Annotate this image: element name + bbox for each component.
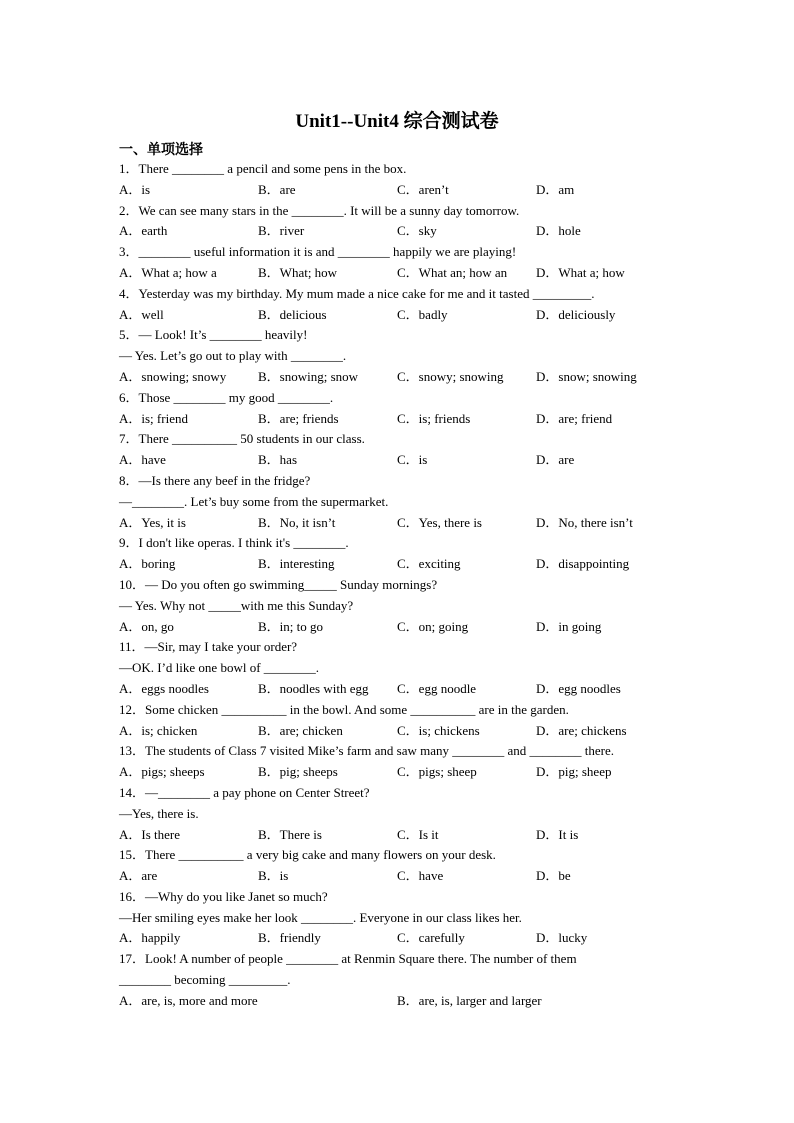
answer-option: C．on; going	[397, 618, 469, 634]
answer-option: A．on, go	[119, 618, 174, 634]
answer-option: A．snowing; snowy	[119, 368, 227, 384]
question-line: 11．—Sir, may I take your order?	[119, 639, 298, 655]
options-row	[119, 554, 679, 575]
answer-option: C．badly	[397, 306, 448, 322]
answer-option: B．pig; sheeps	[258, 764, 338, 780]
answer-option: B．delicious	[258, 306, 327, 322]
answer-option: B．There is	[258, 826, 322, 842]
options-row	[119, 409, 679, 430]
answer-option: D．egg noodles	[536, 680, 621, 696]
answer-option: C．is; chickens	[397, 722, 480, 738]
question-line: ________ becoming _________.	[119, 972, 291, 988]
question-line: 13．The students of Class 7 visited Mike’s farm and saw many ________ and ________ there.	[119, 743, 615, 759]
answer-option: D．pig; sheep	[536, 764, 612, 780]
question-line: 7．There __________ 50 students in our class.	[119, 431, 365, 447]
answer-option: C．exciting	[397, 556, 461, 572]
answer-option: D．am	[536, 181, 575, 197]
answer-option: B．has	[258, 452, 298, 468]
answer-option: A．happily	[119, 930, 181, 946]
question-line: —Yes, there is.	[119, 805, 199, 821]
question-line: 4．Yesterday was my birthday. My mum made a nice cake for me and it tasted _________.	[119, 285, 595, 301]
question-line: — Yes. Let’s go out to play with ________.	[119, 348, 347, 364]
question-line: 3．________ useful information it is and ________ happily we are playing!	[119, 244, 517, 260]
page-title: Unit1--Unit4 综合测试卷	[295, 111, 499, 132]
answer-option: A．boring	[119, 556, 176, 572]
answer-option: A．well	[119, 306, 164, 322]
answer-option: B．river	[258, 223, 305, 239]
options-row	[119, 180, 679, 201]
question-line: 15．There __________ a very big cake and many flowers on your desk.	[119, 847, 496, 863]
answer-option: A．Yes, it is	[119, 514, 186, 530]
answer-option: A．is; chicken	[119, 722, 198, 738]
answer-option: D．disappointing	[536, 556, 630, 572]
answer-option: D．What a; how	[536, 264, 625, 280]
answer-option: B．snowing; snow	[258, 368, 359, 384]
answer-option: A．are	[119, 868, 158, 884]
answer-option: B．are, is, larger and larger	[397, 992, 542, 1008]
question-line: 2．We can see many stars in the ________. It will be a sunny day tomorrow.	[119, 202, 520, 218]
options-row	[119, 305, 679, 326]
answer-option: C．aren’t	[397, 181, 449, 197]
answer-option: D．be	[536, 868, 571, 884]
question-line: —________. Let’s buy some from the supermarket.	[119, 493, 389, 509]
options-row	[119, 721, 679, 742]
answer-option: B．friendly	[258, 930, 321, 946]
answer-option: D．are; friend	[536, 410, 613, 426]
answer-option: A．earth	[119, 223, 168, 239]
options-row	[119, 991, 679, 1012]
answer-option: C．Is it	[397, 826, 439, 842]
question-line: —OK. I’d like one bowl of ________.	[119, 660, 320, 676]
answer-option: D．deliciously	[536, 306, 616, 322]
section-heading: 一、单项选择	[119, 143, 203, 158]
answer-option: B．is	[258, 868, 289, 884]
answer-option: C．egg noodle	[397, 680, 477, 696]
question-line: —Her smiling eyes make her look ________. Everyone in our class likes her.	[119, 909, 522, 925]
question-line: 8．—Is there any beef in the fridge?	[119, 472, 311, 488]
answer-option: B．What; how	[258, 264, 338, 280]
answer-option: C．have	[397, 868, 444, 884]
question-line: 5．— Look! It’s ________ heavily!	[119, 327, 308, 343]
options-row	[119, 513, 679, 534]
answer-option: D．are	[536, 452, 575, 468]
answer-option: A．is; friend	[119, 410, 188, 426]
answer-option: D．snow; snowing	[536, 368, 637, 384]
options-row	[119, 825, 679, 846]
answer-option: B．are; chicken	[258, 722, 343, 738]
answer-option: D．are; chickens	[536, 722, 627, 738]
answer-option: C．carefully	[397, 930, 465, 946]
answer-option: A．eggs noodles	[119, 680, 209, 696]
answer-option: C．What an; how an	[397, 264, 508, 280]
question-line: 16．—Why do you like Janet so much?	[119, 888, 328, 904]
answer-option: C．Yes, there is	[397, 514, 482, 530]
question-list	[119, 159, 679, 1012]
answer-option: A．pigs; sheeps	[119, 764, 205, 780]
question-line: 14．—________ a pay phone on Center Street?	[119, 784, 370, 800]
options-row	[119, 221, 679, 242]
answer-option: B．noodles with egg	[258, 680, 369, 696]
answer-option: B．in; to go	[258, 618, 324, 634]
question-line: 9．I don't like operas. I think it's ________.	[119, 535, 349, 551]
answer-option: A．have	[119, 452, 166, 468]
options-row	[119, 866, 679, 887]
answer-option: C．sky	[397, 223, 437, 239]
options-row	[119, 367, 679, 388]
options-row	[119, 450, 679, 471]
options-row	[119, 617, 679, 638]
answer-option: B．interesting	[258, 556, 335, 572]
answer-option: D．hole	[536, 223, 581, 239]
question-line: 17．Look! A number of people ________ at Renmin Square there. The number of them	[119, 951, 577, 967]
options-row	[119, 928, 679, 949]
answer-option: C．is; friends	[397, 410, 471, 426]
answer-option: A．are, is, more and more	[119, 992, 258, 1008]
question-line: — Yes. Why not _____with me this Sunday?	[119, 597, 354, 613]
question-line: 10．— Do you often go swimming_____ Sunday mornings?	[119, 576, 438, 592]
answer-option: A．What a; how a	[119, 264, 217, 280]
question-line: 12．Some chicken __________ in the bowl. And some __________ are in the garden.	[119, 701, 569, 717]
answer-option: C．pigs; sheep	[397, 764, 477, 780]
options-row	[119, 263, 679, 284]
question-line: 6．Those ________ my good ________.	[119, 389, 334, 405]
answer-option: D．It is	[536, 826, 579, 842]
answer-option: C．snowy; snowing	[397, 368, 504, 384]
question-line: 1．There ________ a pencil and some pens in the box.	[119, 161, 407, 176]
options-row	[119, 762, 679, 783]
answer-option: B．are; friends	[258, 410, 339, 426]
answer-option: B．are	[258, 181, 296, 197]
answer-option: A．is	[119, 181, 151, 197]
answer-option: D．lucky	[536, 930, 588, 946]
answer-option: C．is	[397, 452, 428, 468]
answer-option: D．No, there isn’t	[536, 514, 633, 530]
answer-option: B．No, it isn’t	[258, 514, 336, 530]
answer-option: D．in going	[536, 618, 602, 634]
answer-option: A．Is there	[119, 826, 181, 842]
options-row	[119, 679, 679, 700]
